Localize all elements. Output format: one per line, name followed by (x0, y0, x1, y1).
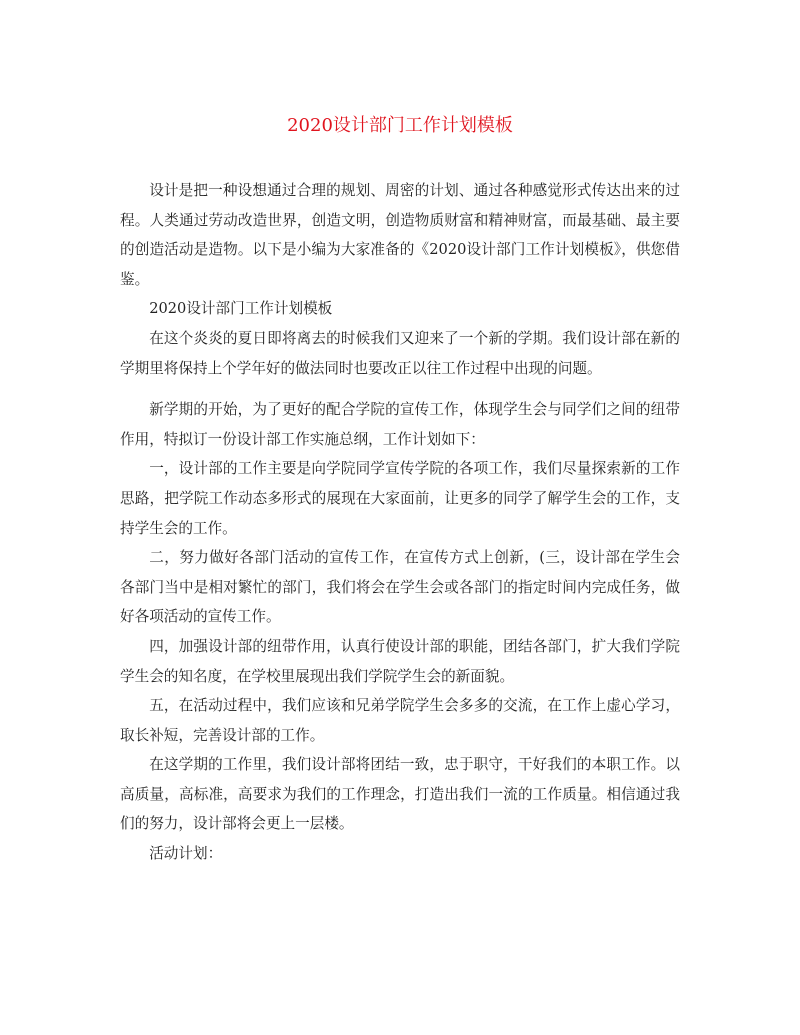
paragraph-activity-plan: 活动计划： (149, 845, 223, 863)
paragraph-item-five: 五，在活动过程中，我们应该和兄弟学院学生会多多的交流，在工作上虚心学习，取长补短，完善设计部的工作。 (120, 697, 680, 744)
paragraph-item-one: 一，设计部的工作主要是向学院同学宣传学院的各项工作，我们尽量探索新的工作思路，把学院工作动态多形式的展现在大家面前，让更多的同学了解学生会的工作，支持学生会的工作。 (120, 460, 680, 537)
paragraph-intro: 设计是把一种设想通过合理的规划、周密的计划、通过各种感觉形式传达出来的过程。人类通过劳动改造世界，创造文明，创造物质财富和精神财富，而最基础、最主要的创造活动是造物。以下是小编为大家准备的《2020设计部门工作计划模板》，供您借鉴。 (120, 182, 680, 288)
paragraph-item-two: 二，努力做好各部门活动的宣传工作，在宣传方式上创新，(三，设计部在学生会各部门当中是相对繁忙的部门，我们将会在学生会或各部门的指定时间内完成任务，做好各项活动的宣传工作。 (120, 549, 680, 626)
document-title: 2020设计部门工作计划模板 (287, 115, 513, 136)
paragraph-plan-intro: 新学期的开始，为了更好的配合学院的宣传工作，体现学生会与同学们之间的纽带作用，特拟订一份设计部工作实施总纲，工作计划如下： (120, 401, 680, 448)
document-body (120, 176, 680, 869)
paragraph-semester: 在这个炎炎的夏日即将离去的时候我们又迎来了一个新的学期。我们设计部在新的学期里将保持上个学年好的做法同时也要改正以往工作过程中出现的问题。 (120, 329, 680, 377)
paragraph-conclusion: 在这学期的工作里，我们设计部将团结一致，忠于职守，干好我们的本职工作。以高质量，高标准，高要求为我们的工作理念，打造出我们一流的工作质量。相信通过我们的努力，设计部将会更上一层楼。 (120, 756, 680, 833)
paragraph-item-four: 四，加强设计部的纽带作用，认真行使设计部的职能，团结各部门，扩大我们学院学生会的知名度，在学校里展现出我们学院学生会的新面貌。 (120, 637, 680, 685)
paragraph-subtitle: 2020设计部门工作计划模板 (149, 300, 333, 318)
